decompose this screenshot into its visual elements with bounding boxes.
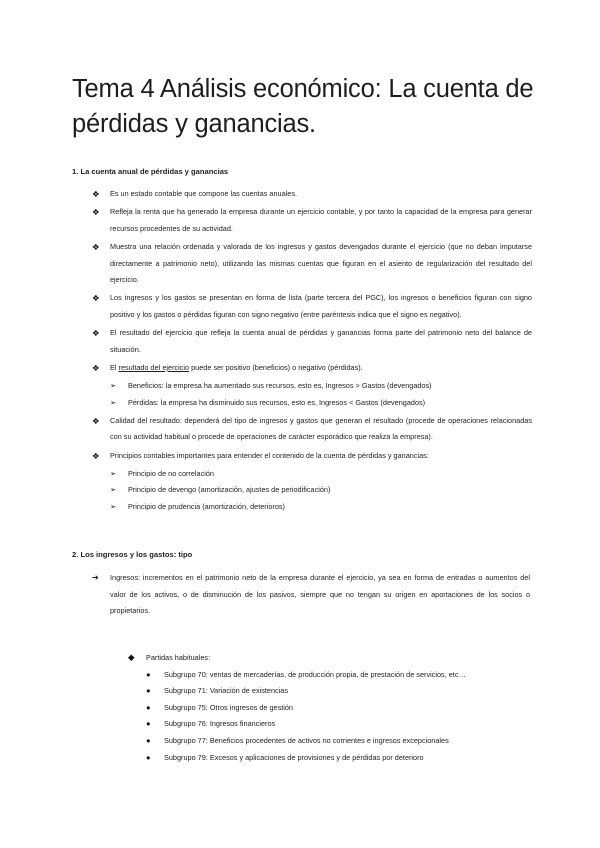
- subgroup-item: ● Subgrupo 76: Ingresos financieros: [146, 716, 538, 733]
- diamond-bullet-icon: ❖: [92, 415, 100, 426]
- sub-list-item: ➢ Beneficios: la empresa ha aumentado sus recursos, esto es, Ingresos > Gastos (devengados): [110, 378, 532, 395]
- arrowhead-bullet-icon: ➢: [110, 502, 117, 512]
- underlined-term: resultado del ejercicio: [118, 362, 190, 372]
- section-2-heading: 2. Los ingresos y los gastos: tipo: [72, 550, 193, 559]
- partidas-block: [128, 650, 538, 766]
- section-2-arrow-list: [92, 570, 530, 620]
- dot-bullet-icon: ●: [146, 686, 151, 696]
- dot-bullet-icon: ●: [146, 669, 151, 679]
- list-item: ❖ Refleja la renta que ha generado la empresa durante un ejercicio contable, y por tanto la capacidad de la empresa para generar recursos procedentes de su actividad.: [92, 204, 532, 237]
- section-1-bullet-list: [92, 186, 532, 516]
- list-item: ❖ Calidad del resultado: dependerá del tipo de ingresos y gastos que generan el resultado (procede de operaciones relacionadas con su actividad habitual o procede de operaciones de carácter esporádico que realiza la empresa).: [92, 413, 532, 446]
- list-item-resultado: ❖ El resultado del ejercicio puede ser positivo (beneficios) o negativo (pérdidas).: [92, 360, 532, 377]
- sub-list-item: ➢ Principio de no correlación: [110, 466, 532, 483]
- partidas-label: ◆ Partidas habituales:: [128, 650, 538, 667]
- diamond-filled-icon: ◆: [128, 652, 135, 662]
- subgroup-item: ● Subgrupo 77: Beneficios procedentes de activos no corrientes e ingresos excepcionales: [146, 733, 538, 750]
- list-item: ❖ Los ingresos y los gastos se presentan en forma de lista (parte tercera del PGC), los ingresos o beneficios figuran con signo positivo y los gastos o pérdidas figuran con signo negativo (entre paréntesis indica que el signo es negativo).: [92, 290, 532, 323]
- list-item: ❖ El resultado del ejercicio que refleja la cuenta anual de pérdidas y ganancias forma parte del patrimonio neto del balance de situación.: [92, 325, 532, 358]
- diamond-bullet-icon: ❖: [92, 328, 100, 339]
- list-item: ❖ Es un estado contable que compone las cuentas anuales.: [92, 186, 532, 203]
- arrowhead-bullet-icon: ➢: [110, 485, 117, 495]
- sub-list-item: ➢ Principio de devengo (amortización, ajustes de periodificación): [110, 482, 532, 499]
- diamond-bullet-icon: ❖: [92, 207, 100, 218]
- page-title: Tema 4 Análisis económico: La cuenta de pérdidas y ganancias.: [72, 75, 534, 138]
- arrow-right-icon: ➔: [92, 573, 99, 582]
- dot-bullet-icon: ●: [146, 702, 151, 712]
- list-item: ❖ Muestra una relación ordenada y valorada de los ingresos y gastos devengados durante el ejercicio (que no deban imputarse directamente a patrimonio neto), utilizando las mismas cuentas que figuran en el asiento de regularización del resultado del ejercicio.: [92, 239, 532, 289]
- subgroup-item: ● Subgrupo 70: ventas de mercaderías, de producción propia, de prestación de servicios, etc…: [146, 667, 538, 684]
- diamond-bullet-icon: ❖: [92, 189, 100, 199]
- sub-list-item: ➢ Principio de prudencia (amortización, deterioros): [110, 499, 532, 516]
- list-item-ingresos: ➔ Ingresos: incrementos en el patrimonio neto de la empresa durante el ejercicio, ya sea en forma de entradas o aumentos del valor de los activos, o de disminución de los pasivos, siempre que no tengan su origen en aportaciones de los socios o propietarios.: [92, 570, 530, 620]
- arrowhead-bullet-icon: ➢: [110, 397, 117, 407]
- dot-bullet-icon: ●: [146, 735, 151, 745]
- diamond-bullet-icon: ❖: [92, 241, 100, 252]
- diamond-bullet-icon: ❖: [92, 450, 100, 461]
- dot-bullet-icon: ●: [146, 719, 151, 729]
- diamond-bullet-icon: ❖: [92, 293, 100, 304]
- arrowhead-bullet-icon: ➢: [110, 468, 117, 478]
- dot-bullet-icon: ●: [146, 752, 151, 762]
- section-1-heading: 1. La cuenta anual de pérdidas y ganancias: [72, 167, 229, 176]
- list-item: ❖ Principios contables importantes para entender el contenido de la cuenta de pérdidas y ganancias:: [92, 448, 532, 465]
- arrowhead-bullet-icon: ➢: [110, 381, 117, 391]
- subgroup-item: ● Subgrupo 79: Excesos y aplicaciones de provisiones y de pérdidas por deterioro: [146, 750, 538, 767]
- sub-list-item: ➢ Pérdidas: la empresa ha disminuido sus recursos, esto es, Ingresos < Gastos (devengados): [110, 395, 532, 412]
- subgroup-item: ● Subgrupo 75: Otros ingresos de gestión: [146, 700, 538, 717]
- diamond-bullet-icon: ❖: [92, 362, 100, 373]
- subgroup-item: ● Subgrupo 71: Variación de existencias: [146, 683, 538, 700]
